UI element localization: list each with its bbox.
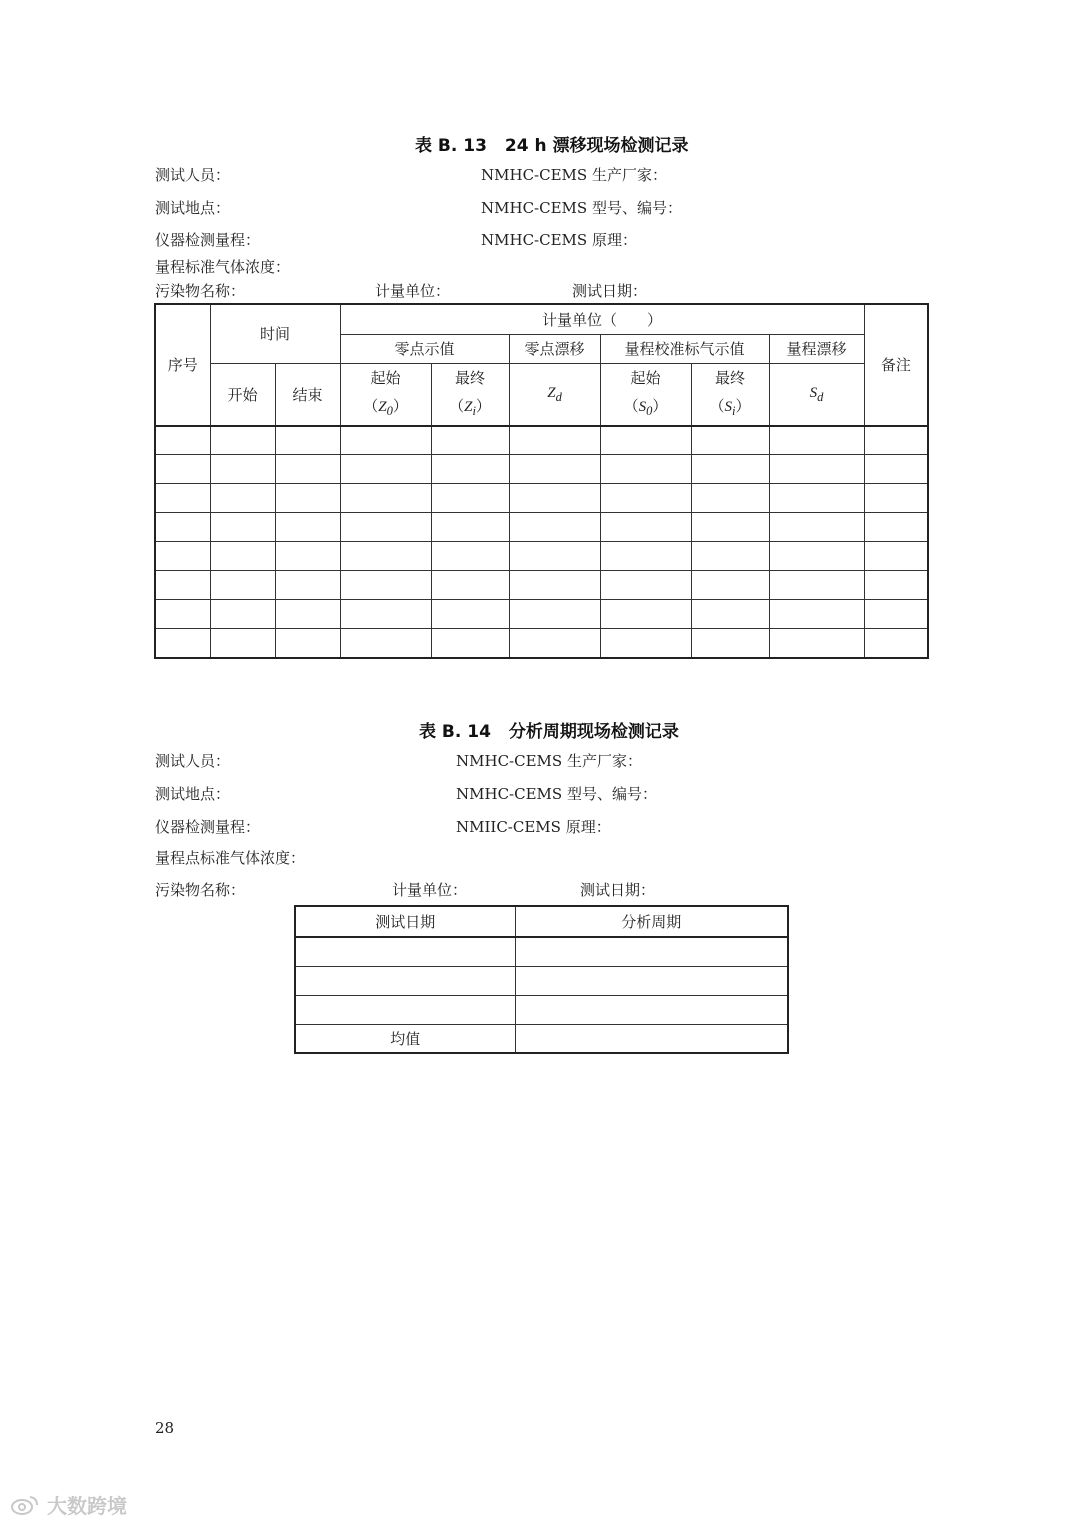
header-span-final-label: 最终 xyxy=(715,368,746,387)
cell xyxy=(275,571,340,600)
cell xyxy=(691,484,769,513)
t14-manufacturer-label: NMHC-CEMS 生产厂家： xyxy=(456,752,642,770)
cell xyxy=(155,513,210,542)
cell xyxy=(769,455,864,484)
average-row xyxy=(295,1024,788,1053)
std-gas-label: 量程标准气体浓度： xyxy=(155,258,291,276)
cell xyxy=(509,426,600,455)
cell xyxy=(155,426,210,455)
cell xyxy=(515,995,788,1024)
cell xyxy=(210,542,275,571)
cell xyxy=(691,542,769,571)
cell xyxy=(600,455,691,484)
cell xyxy=(340,455,431,484)
cell xyxy=(210,600,275,629)
location-label: 测试地点： xyxy=(155,199,231,217)
t14-principle-label: NMIIC-CEMS 原理： xyxy=(456,818,611,836)
header-zero-drift: 零点漂移 xyxy=(509,334,600,363)
header-analysis-period: 分析周期 xyxy=(515,906,788,937)
watermark-text: 大数跨境 xyxy=(46,1494,127,1518)
cell xyxy=(431,629,509,658)
cell xyxy=(275,629,340,658)
table-row xyxy=(155,426,928,455)
header-zero-final xyxy=(431,363,509,426)
table-row xyxy=(155,629,928,658)
table14-title-number: 表 B. 14 xyxy=(419,722,491,742)
cell xyxy=(515,937,788,966)
cell xyxy=(155,455,210,484)
header-sd-symbol: $S_d$ xyxy=(769,363,864,426)
cell xyxy=(275,484,340,513)
cell xyxy=(600,571,691,600)
table13-title xyxy=(415,131,689,156)
t14-std-gas-label: 量程点标准气体浓度： xyxy=(155,849,306,867)
cell xyxy=(691,426,769,455)
cell xyxy=(600,426,691,455)
cell xyxy=(509,484,600,513)
header-zero-begin-label: 起始 xyxy=(370,368,401,387)
cell xyxy=(769,629,864,658)
table13-title-text: 24 h 漂移现场检测记录 xyxy=(504,136,689,156)
cell xyxy=(509,542,600,571)
cell xyxy=(155,484,210,513)
cell xyxy=(210,629,275,658)
cell xyxy=(295,995,515,1024)
cell xyxy=(864,455,928,484)
cell xyxy=(210,571,275,600)
cell xyxy=(275,426,340,455)
cell xyxy=(155,542,210,571)
cell xyxy=(155,629,210,658)
cell xyxy=(295,966,515,995)
t14-range-label: 仪器检测量程： xyxy=(155,818,261,836)
cell xyxy=(691,513,769,542)
cell xyxy=(431,513,509,542)
cell xyxy=(769,600,864,629)
cell xyxy=(509,513,600,542)
table-row xyxy=(295,966,788,995)
header-zero-begin xyxy=(340,363,431,426)
header-span-drift: 量程漂移 xyxy=(769,334,864,363)
header-s0-symbol: $(S_0)$ xyxy=(623,396,668,418)
table14-title xyxy=(419,717,679,742)
cell xyxy=(864,571,928,600)
cell xyxy=(155,571,210,600)
cell xyxy=(691,455,769,484)
unit-label: 计量单位： xyxy=(375,282,451,300)
cell xyxy=(600,542,691,571)
cell xyxy=(691,629,769,658)
table-row xyxy=(155,600,928,629)
cell xyxy=(515,966,788,995)
t14-location-label: 测试地点： xyxy=(155,785,231,803)
header-end: 结束 xyxy=(275,363,340,426)
date-label: 测试日期： xyxy=(572,282,648,300)
cell xyxy=(509,455,600,484)
header-span-final xyxy=(691,363,769,426)
cell xyxy=(600,513,691,542)
cell xyxy=(340,629,431,658)
cell xyxy=(509,629,600,658)
cell xyxy=(864,629,928,658)
header-si-symbol: $(S_i)$ xyxy=(709,396,751,418)
cell xyxy=(431,571,509,600)
table-row xyxy=(155,513,928,542)
table13-title-number: 表 B. 13 xyxy=(415,136,487,156)
model-label: NMHC-CEMS 型号、编号： xyxy=(481,199,682,217)
cell xyxy=(431,484,509,513)
header-zd-symbol: $Z_d$ xyxy=(509,363,600,426)
table14-title-text: 分析周期现场检测记录 xyxy=(508,722,679,742)
table-row xyxy=(155,455,928,484)
header-test-date: 测试日期 xyxy=(295,906,515,937)
average-label: 均值 xyxy=(295,1024,515,1053)
cell xyxy=(769,513,864,542)
table-row xyxy=(155,484,928,513)
pollutant-label: 污染物名称： xyxy=(155,282,246,300)
page-number: 28 xyxy=(155,1419,175,1437)
header-zero-reading: 零点示值 xyxy=(340,334,509,363)
table-row xyxy=(155,542,928,571)
cell xyxy=(600,629,691,658)
cell xyxy=(691,571,769,600)
drift-record-table xyxy=(154,303,929,659)
header-zi-symbol: $(Z_i)$ xyxy=(449,396,491,418)
cell xyxy=(600,484,691,513)
cell xyxy=(340,484,431,513)
cell xyxy=(864,513,928,542)
table-row xyxy=(295,995,788,1024)
cell xyxy=(769,571,864,600)
header-measure-unit: 计量单位（ ） xyxy=(340,304,864,334)
weibo-like-logo-icon xyxy=(10,1493,40,1522)
t14-unit-label: 计量单位： xyxy=(392,881,468,899)
cell xyxy=(769,426,864,455)
cell xyxy=(509,600,600,629)
table-row xyxy=(295,937,788,966)
cell xyxy=(515,1024,788,1053)
cell xyxy=(864,426,928,455)
cell xyxy=(340,426,431,455)
cell xyxy=(155,600,210,629)
principle-label: NMHC-CEMS 原理： xyxy=(481,231,637,249)
cell xyxy=(769,484,864,513)
cell xyxy=(340,571,431,600)
cell xyxy=(210,513,275,542)
cell xyxy=(275,600,340,629)
header-z0-symbol: $(Z_0)$ xyxy=(363,396,408,418)
cell xyxy=(509,571,600,600)
cell xyxy=(600,600,691,629)
cell xyxy=(769,542,864,571)
cell xyxy=(431,455,509,484)
t14-model-label: NMHC-CEMS 型号、编号： xyxy=(456,785,657,803)
analysis-period-table xyxy=(294,905,789,1054)
cell xyxy=(431,600,509,629)
t14-date-label: 测试日期： xyxy=(580,881,656,899)
cell xyxy=(275,455,340,484)
header-zero-final-label: 最终 xyxy=(455,368,486,387)
header-start: 开始 xyxy=(210,363,275,426)
table-row xyxy=(155,571,928,600)
header-seq: 序号 xyxy=(155,304,210,426)
cell xyxy=(210,426,275,455)
header-remark: 备注 xyxy=(864,304,928,426)
cell xyxy=(864,542,928,571)
cell xyxy=(864,484,928,513)
cell xyxy=(431,542,509,571)
range-label: 仪器检测量程： xyxy=(155,231,261,249)
header-time: 时间 xyxy=(210,304,340,363)
cell xyxy=(340,542,431,571)
cell xyxy=(691,600,769,629)
cell xyxy=(275,513,340,542)
header-span-begin-label: 起始 xyxy=(630,368,661,387)
manufacturer-label: NMHC-CEMS 生产厂家： xyxy=(481,166,667,184)
t14-pollutant-label: 污染物名称： xyxy=(155,881,246,899)
cell xyxy=(295,937,515,966)
tester-label: 测试人员： xyxy=(155,166,231,184)
header-span-reading: 量程校准标气示值 xyxy=(600,334,769,363)
cell xyxy=(210,455,275,484)
cell xyxy=(431,426,509,455)
header-span-begin xyxy=(600,363,691,426)
cell xyxy=(340,513,431,542)
cell xyxy=(210,484,275,513)
watermark xyxy=(10,1490,127,1522)
cell xyxy=(864,600,928,629)
t14-tester-label: 测试人员： xyxy=(155,752,231,770)
cell xyxy=(275,542,340,571)
cell xyxy=(340,600,431,629)
